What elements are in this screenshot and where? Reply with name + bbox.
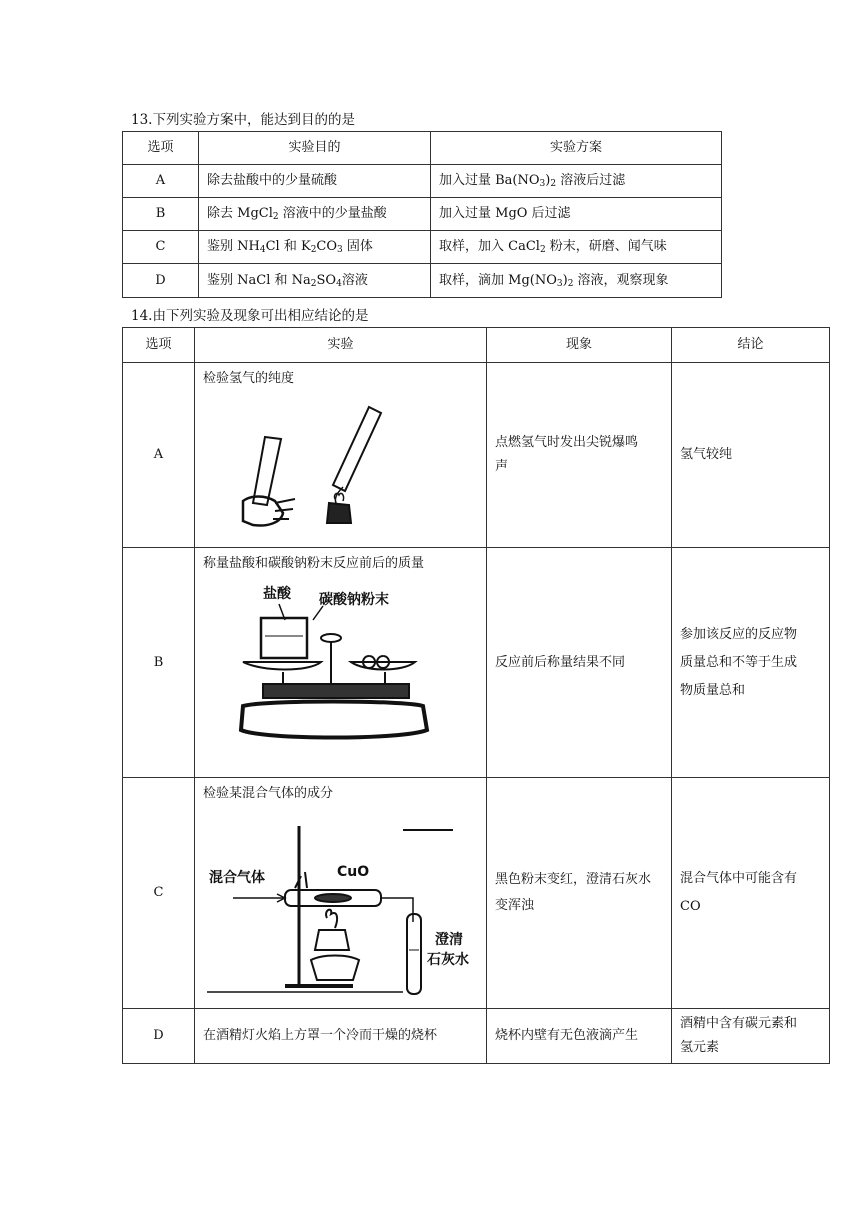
header-experiment: 实验: [195, 328, 487, 363]
fig-label-limewater-1: 澄清: [435, 932, 463, 948]
option-label: C: [123, 231, 199, 264]
conclusion-line: 混合气体中可能含有: [680, 871, 798, 886]
phenomenon-cell: [487, 778, 672, 1009]
phenomenon-line: 黑色粉末变红，澄清石灰水: [495, 872, 652, 887]
table-row: [123, 1009, 830, 1064]
test-tube-at-flame-icon: [327, 407, 381, 523]
purpose-cell: 除去 MgCl$_2$ 溶液中的少量盐酸: [199, 198, 431, 231]
table-row: [123, 198, 722, 231]
option-label: C: [123, 778, 195, 1009]
option-label: B: [123, 548, 195, 778]
fig-label-hydrochloric-acid: 盐酸: [263, 586, 291, 602]
experiment-text: 检验某混合气体的成分: [203, 786, 334, 801]
q13-title: 13.下列实验方案中，能达到目的的是: [131, 112, 355, 128]
conclusion-line: 酒精中含有碳元素和: [680, 1016, 798, 1031]
purpose-cell: 除去盐酸中的少量硫酸: [199, 165, 431, 198]
experiment-text: 检验氢气的纯度: [203, 371, 295, 386]
purpose-cell: 鉴别 NaCl 和 $Na_2SO_4$溶液: [199, 264, 431, 298]
q14-title: 14.由下列实验及现象可出相应结论的是: [131, 308, 369, 324]
fig-label-sodium-carbonate: 碳酸钠粉末: [319, 592, 389, 608]
plan-cell: 加入过量 MgO 后过滤: [431, 198, 722, 231]
experiment-cell: [195, 363, 487, 548]
option-label: A: [123, 363, 195, 548]
header-option: 选项: [123, 132, 199, 165]
phenomenon-line: 点燃氢气时发出尖锐爆鸣: [495, 435, 639, 450]
table-row: [123, 548, 830, 778]
conclusion-line: 质量总和不等于生成: [680, 654, 798, 670]
table-row: [123, 778, 830, 1009]
header-purpose: 实验目的: [199, 132, 431, 165]
header-option: 选项: [123, 328, 195, 363]
hydrogen-purity-test-figure: [203, 395, 403, 535]
fig-label-cuo: CuO: [337, 864, 370, 880]
conclusion-line: 物质量总和: [680, 682, 746, 698]
table-row: [123, 165, 722, 198]
conclusion-cell: [672, 1009, 830, 1064]
phenomenon-line: 变浑浊: [495, 898, 535, 913]
experiment-text: 称量盐酸和碳酸钠粉末反应前后的质量: [203, 556, 425, 571]
conclusion-line: 氢元素: [680, 1040, 720, 1055]
phenomenon-cell: [487, 363, 672, 548]
table-row: [123, 363, 830, 548]
header-conclusion: 结论: [672, 328, 830, 363]
experiment-cell: 在酒精灯火焰上方罩一个冷而干燥的烧杯: [195, 1009, 487, 1064]
plan-cell: 加入过量 $Ba(NO_3)_2$ 溶液后过滤: [431, 165, 722, 198]
test-tube-in-hand-icon: [243, 437, 295, 526]
phenomenon-cell: 反应前后称量结果不同: [487, 548, 672, 778]
experiment-cell: [195, 548, 487, 778]
table-row: [123, 231, 722, 264]
conclusion-line: 参加该反应的反应物: [680, 626, 798, 642]
gas-apparatus-icon: [207, 826, 453, 994]
q13-table: [122, 131, 722, 298]
table-header-row: [123, 328, 830, 363]
balance-icon: [241, 604, 427, 738]
option-label: D: [123, 1009, 195, 1064]
purpose-cell: 鉴别 $NH_4Cl$ 和 $K_2CO_3$ 固体: [199, 231, 431, 264]
fig-label-mixed-gas: 混合气体: [209, 870, 265, 886]
q14-table: [122, 327, 830, 1064]
plan-cell: 取样，加入 CaCl$_2$ 粉末，研磨、闻气味: [431, 231, 722, 264]
table-row: [123, 264, 722, 298]
header-phenomenon: 现象: [487, 328, 672, 363]
experiment-cell: [195, 778, 487, 1009]
table-header-row: [123, 132, 722, 165]
option-label: B: [123, 198, 199, 231]
conclusion-cell: [672, 778, 830, 1009]
conclusion-cell: [672, 548, 830, 778]
gas-analysis-apparatus-figure: [203, 810, 479, 1000]
phenomenon-cell: 烧杯内壁有无色液滴产生: [487, 1009, 672, 1064]
option-label: D: [123, 264, 199, 298]
conclusion-cell: 氢气较纯: [672, 363, 830, 548]
balance-figure: [203, 580, 433, 755]
phenomenon-line: 声: [495, 459, 509, 474]
fig-label-limewater-2: 石灰水: [427, 952, 469, 968]
conclusion-line: CO: [680, 899, 701, 914]
plan-cell: 取样，滴加 $Mg(NO_3)_2$ 溶液，观察现象: [431, 264, 722, 298]
option-label: A: [123, 165, 199, 198]
header-plan: 实验方案: [431, 132, 722, 165]
